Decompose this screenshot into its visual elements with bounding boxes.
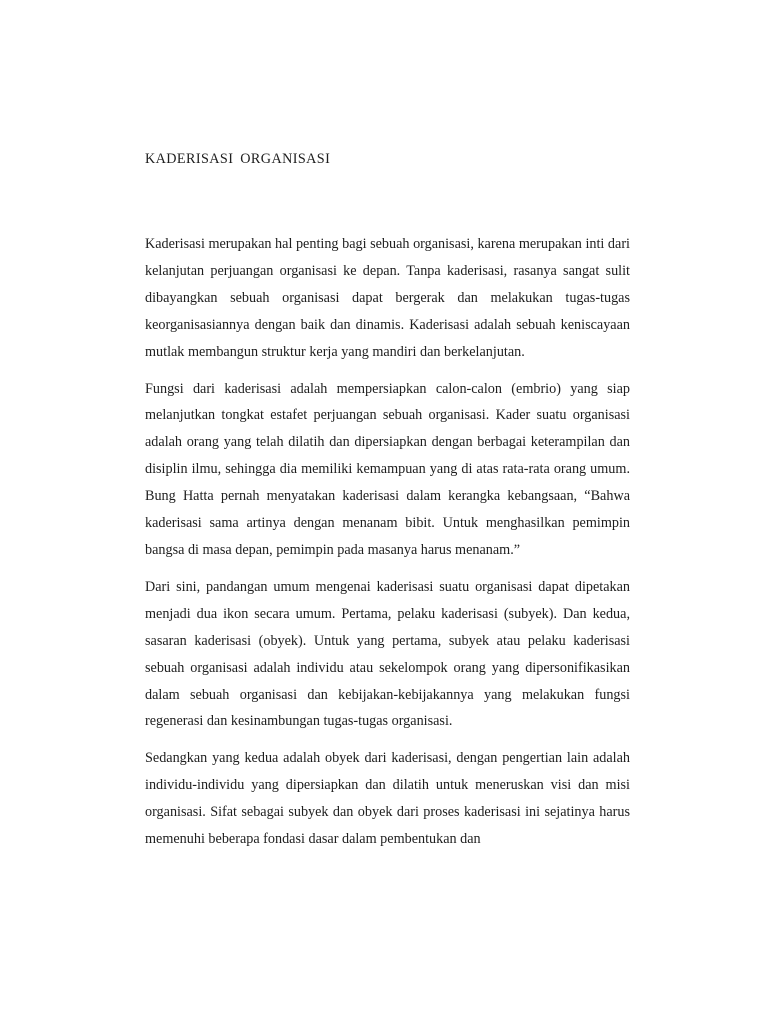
paragraph-4: Sedangkan yang kedua adalah obyek dari kaderisasi, dengan pengertian lain adalah individu-individu yang dipersiapkan dan dilatih untuk meneruskan visi dan misi organisasi. Sifat sebagai subyek dan obyek dari proses kaderisasi ini sejatinya harus memenuhi beberapa fondasi dasar dalam pembentukan dan <box>145 750 630 848</box>
document-title: KADERISASI ORGANISASI <box>145 151 331 167</box>
paragraph-3: Dari sini, pandangan umum mengenai kaderisasi suatu organisasi dapat dipetakan menjadi dua ikon secara umum. Pertama, pelaku kaderisasi (subyek). Dan kedua, sasaran kaderisasi (obyek). Untuk yang pertama, subyek atau pelaku kaderisasi sebuah organisasi adalah individu atau sekelompok orang yang dipersonifikasikan dalam sebuah organisasi dan kebijakan-kebijakannya yang melakukan fungsi regenerasi dan kesinambungan tugas-tugas organisasi. <box>145 578 630 730</box>
document-body <box>145 231 630 863</box>
paragraph-1: Kaderisasi merupakan hal penting bagi sebuah organisasi, karena merupakan inti dari kelanjutan perjuangan organisasi ke depan. Tanpa kaderisasi, rasanya sangat sulit dibayangkan sebuah organisasi dapat bergerak dan melakukan tugas-tugas keorganisasiannya dengan baik dan dinamis. Kaderisasi adalah sebuah keniscayaan mutlak membangun struktur kerja yang mandiri dan berkelanjutan. <box>145 236 630 360</box>
paragraph-2: Fungsi dari kaderisasi adalah mempersiapkan calon-calon (embrio) yang siap melanjutkan tongkat estafet perjuangan sebuah organisasi. Kader suatu organisasi adalah orang yang telah dilatih dan dipersiapkan dengan berbagai keterampilan dan disiplin ilmu, sehingga dia memiliki kemampuan yang di atas rata-rata orang umum. Bung Hatta pernah menyatakan kaderisasi dalam kerangka kebangsaan, “Bahwa kaderisasi sama artinya dengan menanam bibit. Untuk menghasilkan pemimpin bangsa di masa depan, pemimpin pada masanya harus menanam.” <box>145 380 630 558</box>
